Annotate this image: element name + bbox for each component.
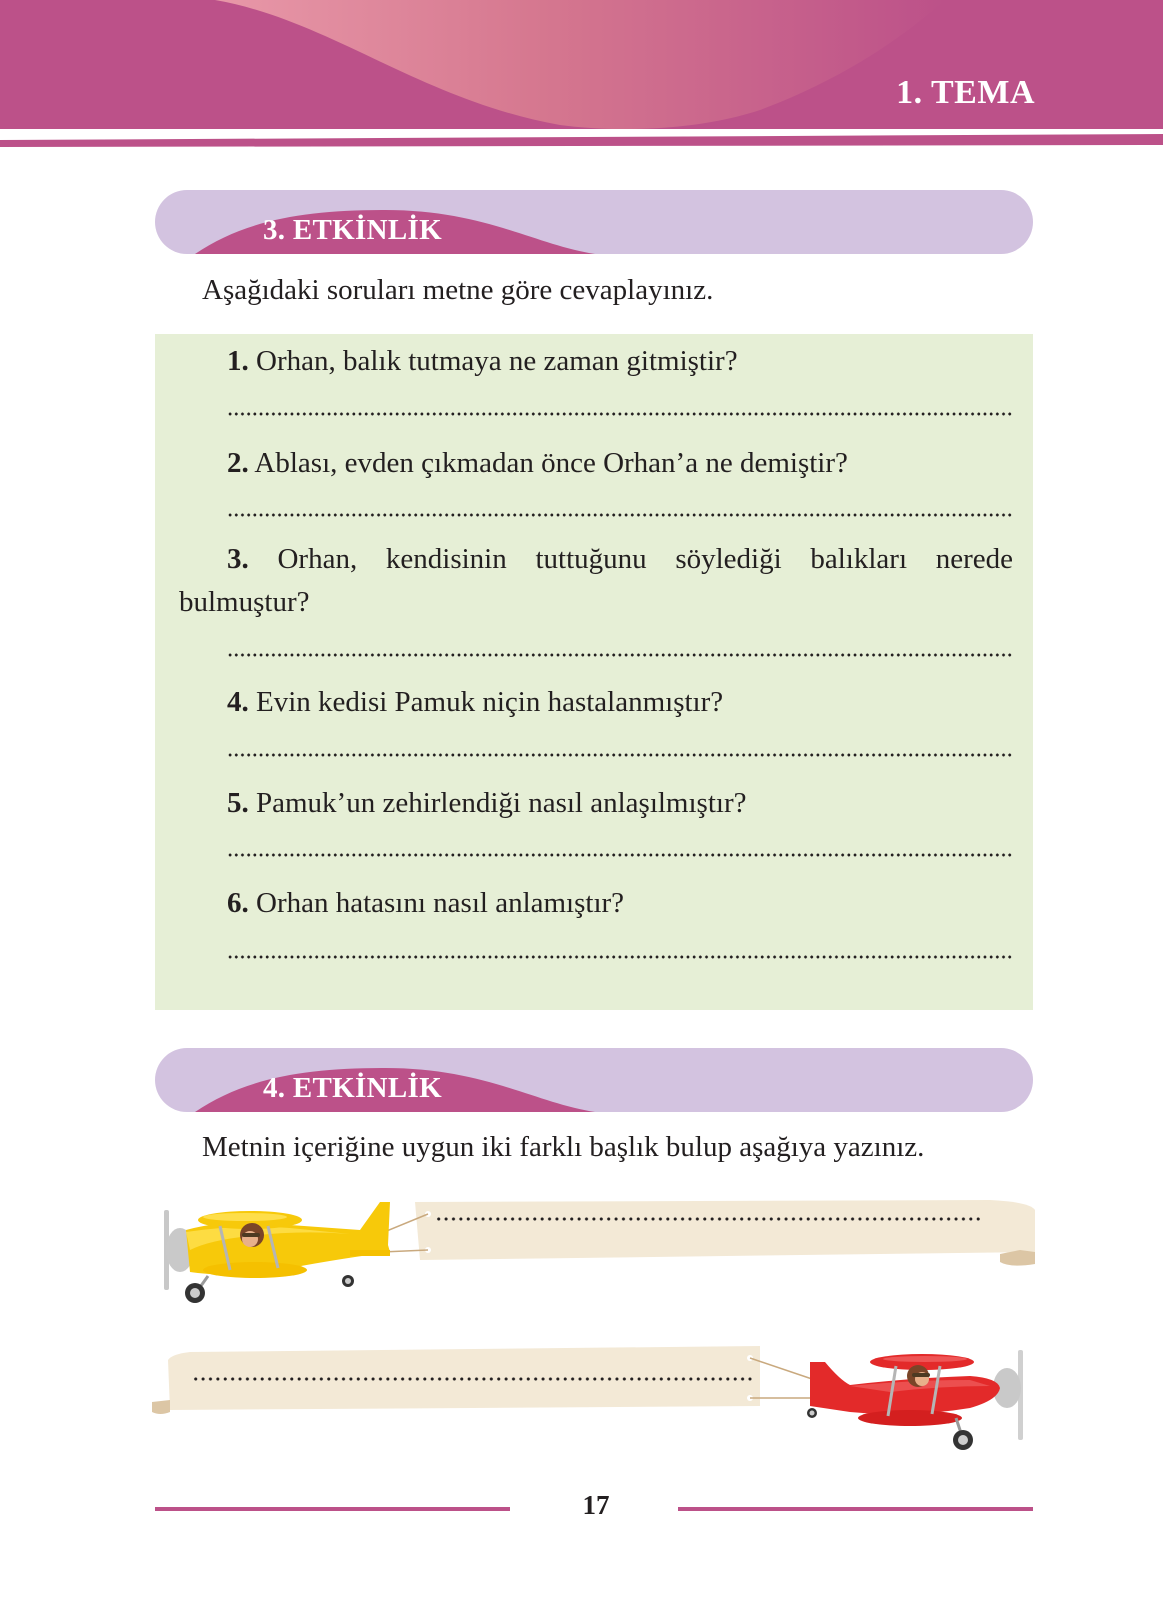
question-number: 5. <box>227 787 249 819</box>
answer-line-1[interactable] <box>227 411 1013 417</box>
footer-divider-left <box>155 1507 510 1511</box>
footer-divider-right <box>678 1507 1033 1511</box>
red-plane-icon <box>150 1340 1035 1460</box>
question-1 <box>227 340 738 383</box>
activity-3-title: 3. ETKİNLİK <box>263 214 442 246</box>
question-text: Evin kedisi Pamuk niçin hastalanmıştır? <box>256 686 724 718</box>
theme-label: 1. TEMA <box>896 74 1035 111</box>
question-6 <box>227 882 624 925</box>
answer-line-4[interactable] <box>227 752 1013 758</box>
question-5 <box>227 782 746 825</box>
question-text: Ablası, evden çıkmadan önce Orhan’a ne demiştir? <box>254 447 848 479</box>
question-number: 2. <box>227 447 249 479</box>
activity-4-instruction: Metnin içeriğine uygun iki farklı başlık bulup aşağıya yazınız. <box>202 1131 925 1163</box>
question-text: Pamuk’un zehirlendiği nasıl anlaşılmıştır? <box>256 787 747 819</box>
activity-3-instruction: Aşağıdaki soruları metne göre cevaplayınız. <box>202 274 714 306</box>
question-4 <box>227 681 723 724</box>
answer-line-2[interactable] <box>227 512 1013 518</box>
questions-panel <box>155 334 1033 1010</box>
question-number: 3. <box>227 543 249 575</box>
question-number: 1. <box>227 345 249 377</box>
answer-line-3[interactable] <box>227 652 1013 658</box>
question-text: Orhan, kendisinin tuttuğunu söylediği balıkları nerede bulmuştur? <box>179 543 1014 618</box>
question-3 <box>179 538 1013 624</box>
title-answer-line-2[interactable] <box>192 1376 752 1382</box>
title-answer-line-1[interactable] <box>435 1216 980 1222</box>
question-number: 4. <box>227 686 249 718</box>
activity-4-banner <box>155 1048 1033 1112</box>
title-banner-1 <box>150 1190 1035 1310</box>
question-2 <box>227 442 848 485</box>
activity-4-title: 4. ETKİNLİK <box>263 1072 442 1104</box>
yellow-plane-icon <box>150 1190 1035 1310</box>
activity-3-banner <box>155 190 1033 254</box>
question-text: Orhan, balık tutmaya ne zaman gitmiştir? <box>256 345 738 377</box>
page-number: 17 <box>582 1490 610 1520</box>
answer-line-6[interactable] <box>227 954 1013 960</box>
answer-line-5[interactable] <box>227 852 1013 858</box>
page-header <box>0 0 1163 150</box>
title-banner-2 <box>150 1340 1035 1460</box>
question-text: Orhan hatasını nasıl anlamıştır? <box>256 887 625 919</box>
question-number: 6. <box>227 887 249 919</box>
